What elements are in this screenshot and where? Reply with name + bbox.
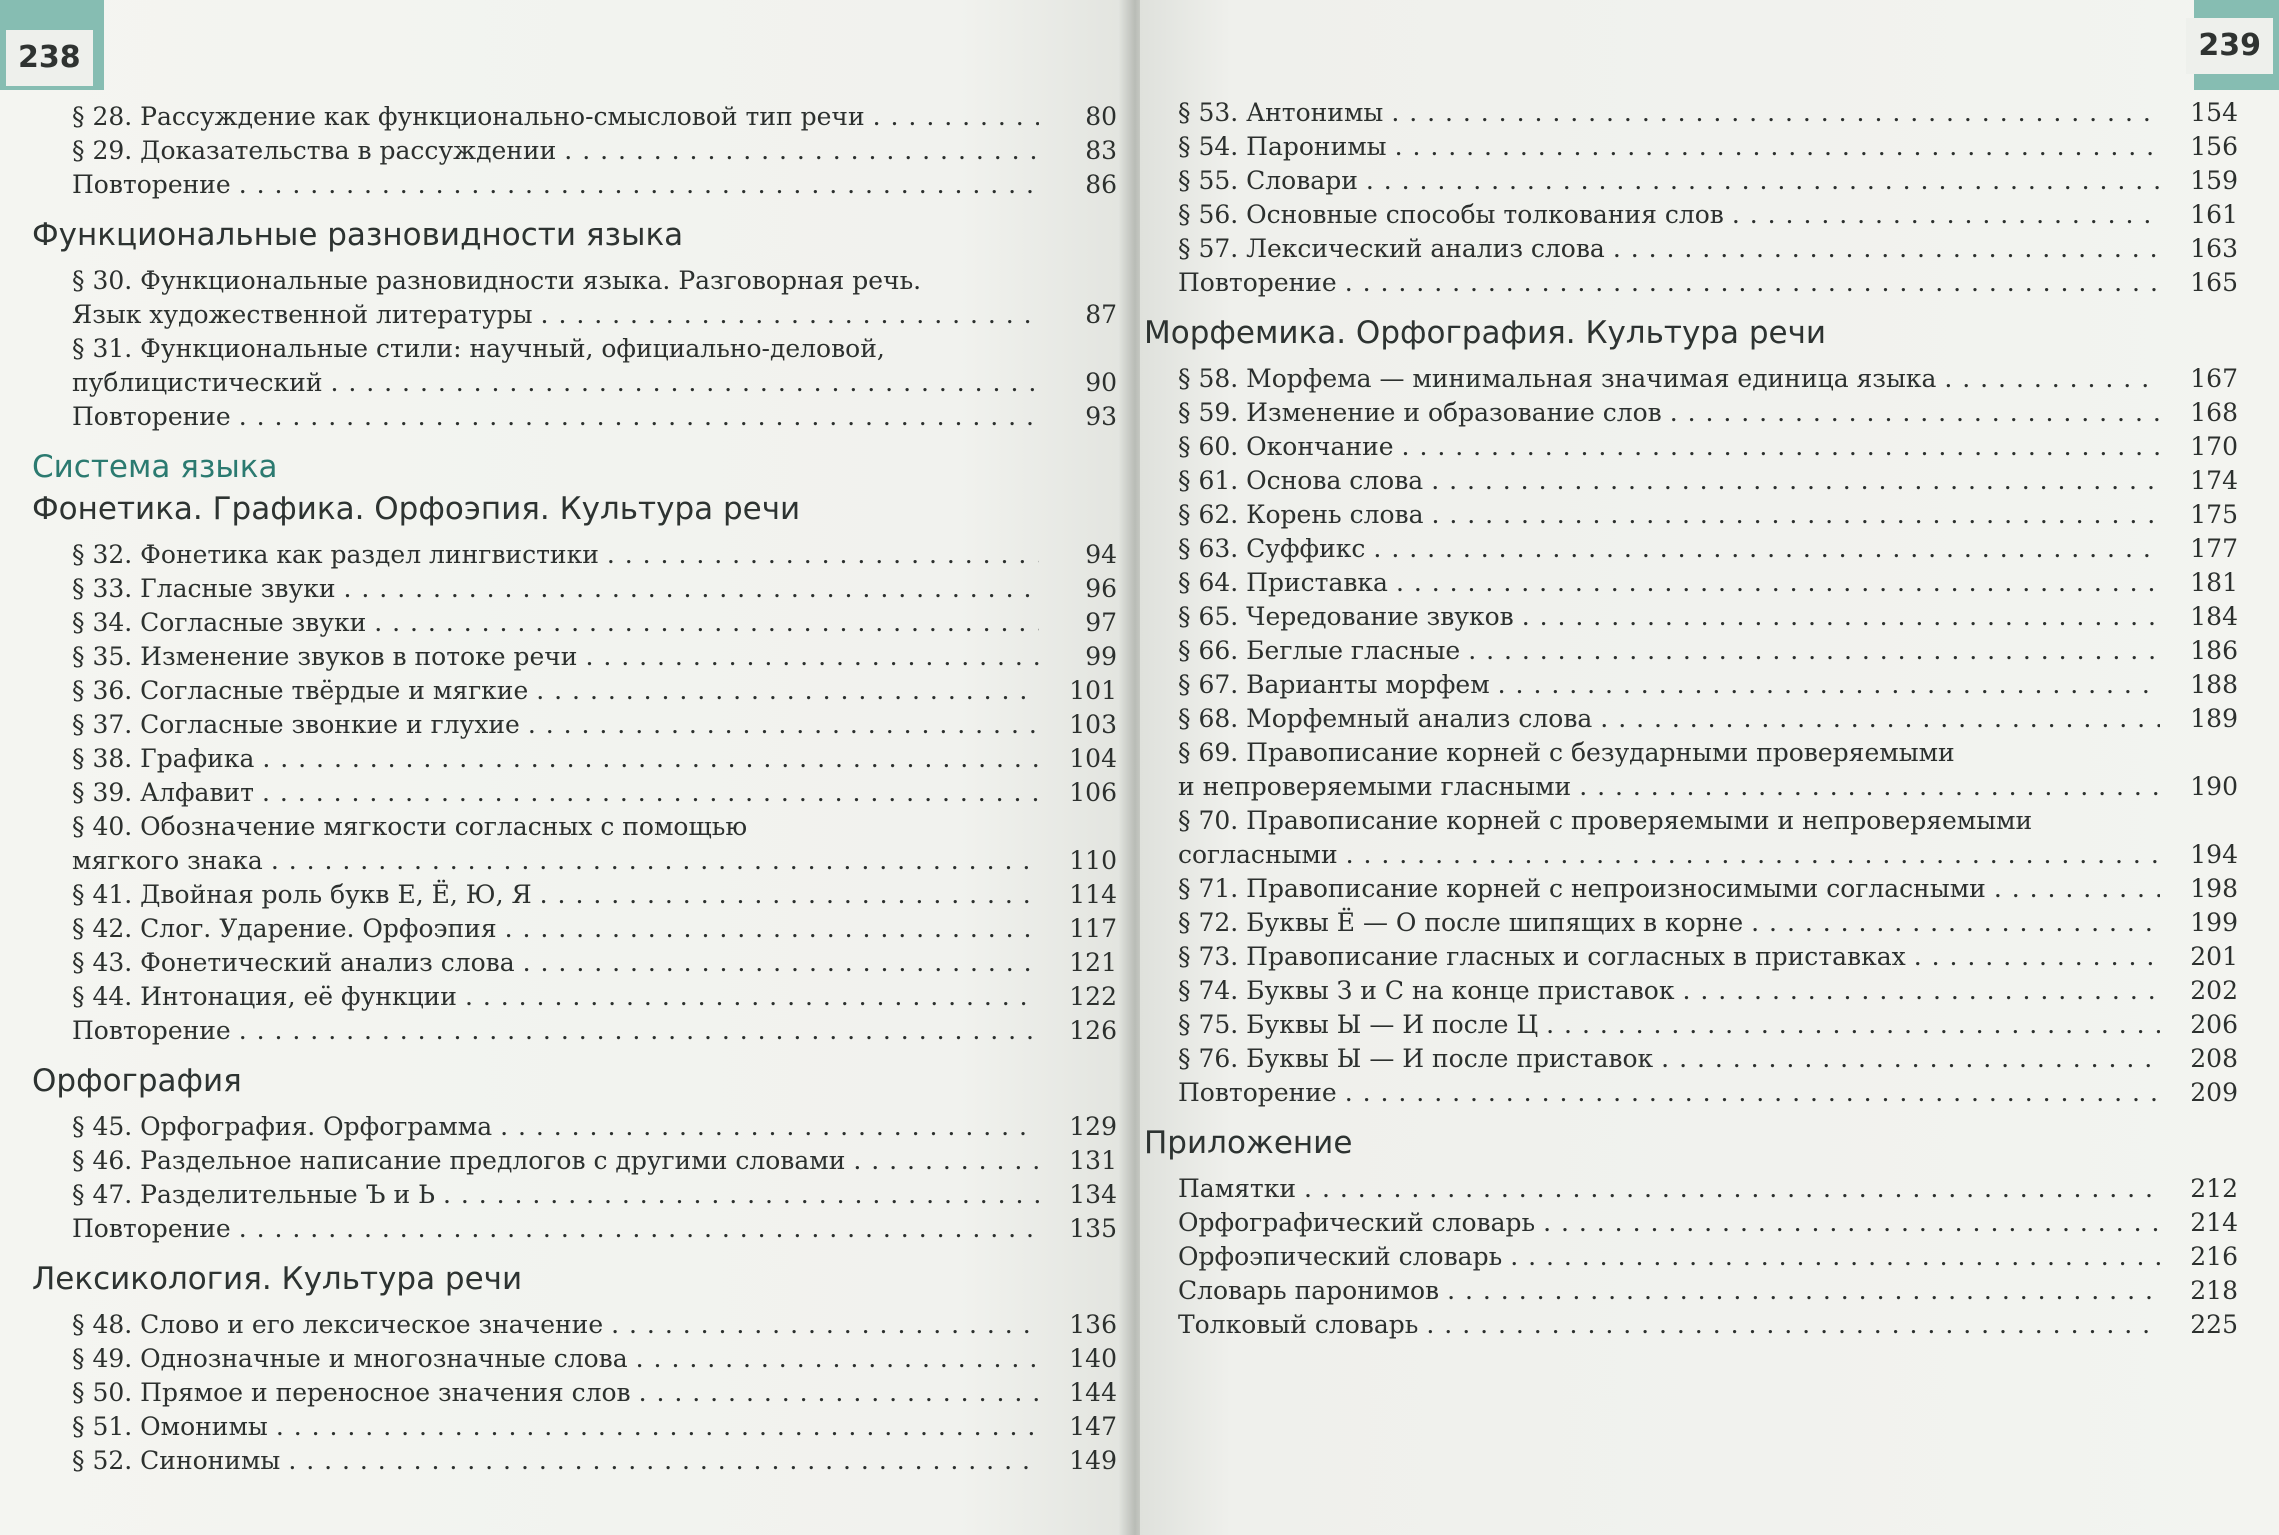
toc-entry: § 74. Буквы З и С на конце приставок . . . 202 — [1178, 974, 2238, 1008]
toc-group — [72, 538, 1117, 1048]
toc-entry-line: § 40. Обозначение мягкости согласных с помощью — [72, 812, 748, 841]
toc-entry: мягкого знака . . . 110 — [72, 844, 1117, 878]
toc-entry: и непроверяемыми гласными . . . 190 — [1178, 770, 2238, 804]
toc-entry: § 53. Антонимы . . . 154 — [1178, 96, 2238, 130]
toc-entry: § 67. Варианты морфем . . . 188 — [1178, 668, 2238, 702]
page-number: 239 — [2186, 18, 2273, 74]
toc-entry: Язык художественной литературы . . . 87 — [72, 298, 1117, 332]
toc-entry-line: § 69. Правописание корней с безударными проверяемыми — [1178, 738, 1955, 767]
section-heading: Орфография — [32, 1063, 242, 1099]
toc-group — [72, 264, 1117, 434]
toc-entry: § 48. Слово и его лексическое значение . . . 136 — [72, 1308, 1117, 1342]
page-number: 238 — [6, 30, 93, 86]
toc-entry: § 58. Морфема — минимальная значимая единица языка . . . 167 — [1178, 362, 2238, 396]
toc-entry: § 34. Согласные звуки . . . 97 — [72, 606, 1117, 640]
toc-entry: § 32. Фонетика как раздел лингвистики . . . 94 — [72, 538, 1117, 572]
toc-entry: § 28. Рассуждение как функционально-смысловой тип речи . . . 80 — [72, 100, 1117, 134]
toc-left — [32, 100, 1117, 1484]
toc-entry: § 73. Правописание гласных и согласных в приставках . . . 201 — [1178, 940, 2238, 974]
toc-group — [1178, 362, 2238, 1110]
toc-entry: § 35. Изменение звуков в потоке речи . . . 99 — [72, 640, 1117, 674]
toc-entry: § 65. Чередование звуков . . . 184 — [1178, 600, 2238, 634]
toc-entry: Повторение . . . 126 — [72, 1014, 1117, 1048]
toc-entry: § 37. Согласные звонкие и глухие . . . 103 — [72, 708, 1117, 742]
section-heading: Фонетика. Графика. Орфоэпия. Культура речи — [32, 491, 801, 527]
toc-entry: § 68. Морфемный анализ слова . . . 189 — [1178, 702, 2238, 736]
toc-entry: § 49. Однозначные и многозначные слова . . . 140 — [72, 1342, 1117, 1376]
toc-right — [1144, 96, 2238, 1348]
toc-entry: § 45. Орфография. Орфограмма . . . 129 — [72, 1110, 1117, 1144]
toc-entry: § 41. Двойная роль букв Е, Ё, Ю, Я . . . 114 — [72, 878, 1117, 912]
toc-entry: Памятки . . . 212 — [1178, 1172, 2238, 1206]
toc-group — [72, 1110, 1117, 1246]
toc-entry: Повторение . . . 135 — [72, 1212, 1117, 1246]
toc-entry: § 29. Доказательства в рассуждении . . . 83 — [72, 134, 1117, 168]
toc-group — [1178, 1172, 2238, 1342]
toc-entry: Повторение . . . 86 — [72, 168, 1117, 202]
toc-group — [72, 1308, 1117, 1478]
toc-entry: § 62. Корень слова . . . 175 — [1178, 498, 2238, 532]
part-heading: Система языка — [32, 449, 278, 485]
toc-entry: § 47. Разделительные Ъ и Ь . . . 134 — [72, 1178, 1117, 1212]
toc-entry: § 46. Раздельное написание предлогов с другими словами . . . 131 — [72, 1144, 1117, 1178]
toc-entry: § 56. Основные способы толкования слов . . . 161 — [1178, 198, 2238, 232]
toc-entry: Повторение . . . 165 — [1178, 266, 2238, 300]
toc-entry-line: § 31. Функциональные стили: научный, официально-деловой, — [72, 334, 885, 363]
toc-entry: § 71. Правописание корней с непроизносимыми согласными . . . 198 — [1178, 872, 2238, 906]
toc-entry: § 55. Словари . . . 159 — [1178, 164, 2238, 198]
toc-entry: § 72. Буквы Ё — О после шипящих в корне . . . 199 — [1178, 906, 2238, 940]
toc-entry: § 64. Приставка . . . 181 — [1178, 566, 2238, 600]
toc-entry: согласными . . . 194 — [1178, 838, 2238, 872]
toc-entry-line: § 70. Правописание корней с проверяемыми и непроверяемыми — [1178, 806, 2033, 835]
toc-entry: § 57. Лексический анализ слова . . . 163 — [1178, 232, 2238, 266]
toc-entry: Орфографический словарь . . . 214 — [1178, 1206, 2238, 1240]
toc-entry: § 54. Паронимы . . . 156 — [1178, 130, 2238, 164]
section-heading: Морфемика. Орфография. Культура речи — [1144, 315, 1827, 351]
toc-entry: § 51. Омонимы . . . 147 — [72, 1410, 1117, 1444]
toc-entry: § 33. Гласные звуки . . . 96 — [72, 572, 1117, 606]
toc-entry: Словарь паронимов . . . 218 — [1178, 1274, 2238, 1308]
toc-entry: § 59. Изменение и образование слов . . . 168 — [1178, 396, 2238, 430]
toc-entry: § 42. Слог. Ударение. Орфоэпия . . . 117 — [72, 912, 1117, 946]
toc-group — [72, 100, 1117, 202]
section-heading: Функциональные разновидности языка — [32, 217, 684, 253]
toc-entry: § 44. Интонация, её функции . . . 122 — [72, 980, 1117, 1014]
toc-entry: § 75. Буквы Ы — И после Ц . . . 206 — [1178, 1008, 2238, 1042]
toc-entry: Повторение . . . 93 — [72, 400, 1117, 434]
left-page — [0, 0, 1128, 1535]
toc-group — [1178, 96, 2238, 300]
section-heading: Приложение — [1144, 1125, 1353, 1161]
toc-entry: § 76. Буквы Ы — И после приставок . . . 208 — [1178, 1042, 2238, 1076]
toc-entry: § 61. Основа слова . . . 174 — [1178, 464, 2238, 498]
toc-entry: § 60. Окончание . . . 170 — [1178, 430, 2238, 464]
toc-entry: § 52. Синонимы . . . 149 — [72, 1444, 1117, 1478]
toc-entry: Толковый словарь . . . 225 — [1178, 1308, 2238, 1342]
toc-entry: публицистический . . . 90 — [72, 366, 1117, 400]
toc-entry: § 39. Алфавит . . . 106 — [72, 776, 1117, 810]
toc-entry: § 63. Суффикс . . . 177 — [1178, 532, 2238, 566]
toc-entry: § 50. Прямое и переносное значения слов . . . 144 — [72, 1376, 1117, 1410]
toc-entry: § 36. Согласные твёрдые и мягкие . . . 101 — [72, 674, 1117, 708]
toc-entry-line: § 30. Функциональные разновидности языка. Разговорная речь. — [72, 266, 922, 295]
toc-entry: § 43. Фонетический анализ слова . . . 121 — [72, 946, 1117, 980]
toc-entry: Повторение . . . 209 — [1178, 1076, 2238, 1110]
section-heading: Лексикология. Культура речи — [32, 1261, 523, 1297]
right-page — [1140, 0, 2279, 1535]
toc-entry: § 66. Беглые гласные . . . 186 — [1178, 634, 2238, 668]
toc-entry: § 38. Графика . . . 104 — [72, 742, 1117, 776]
toc-entry: Орфоэпический словарь . . . 216 — [1178, 1240, 2238, 1274]
